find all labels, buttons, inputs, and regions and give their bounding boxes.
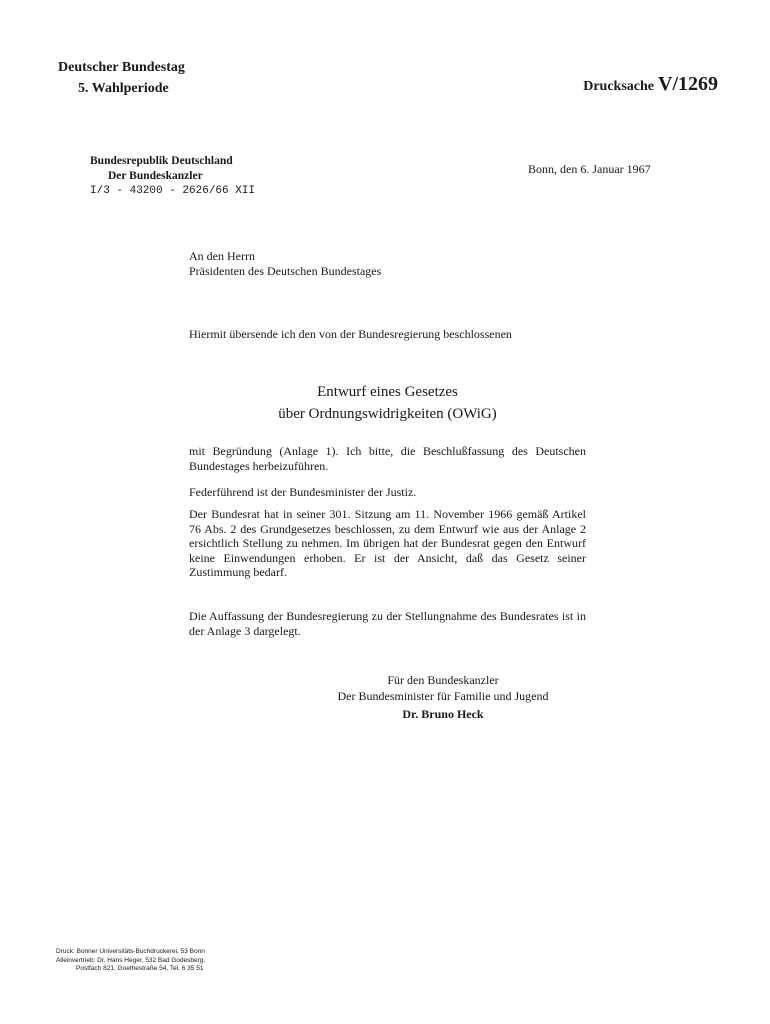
imprint-line3: Postfach 821, Goethestraße 54, Tel. 6 35 51 [76, 965, 204, 972]
imprint-line1: Druck: Bonner Universitäts-Buchdruckerei, 53 Bonn [56, 948, 205, 955]
paragraph-bundesrat: Der Bundesrat hat in seiner 301. Sitzung am 11. November 1966 gemäß Artikel 76 Abs. 2 des Grundgesetzes beschlossen, zu dem Entwurf wie aus der Anlage 2 ersichtlich Stellung zu nehmen. Im übrigen hat der Bundesrat gegen den Entwurf keine Einwendungen erhoben. Er ist der Ansicht, daß das Gesetz seiner Zustimmung bedarf. [189, 507, 586, 580]
bill-title [189, 381, 586, 425]
recipient-line1: An den Herrn [189, 249, 255, 263]
sender-country: Bundesrepublik Deutschland [90, 155, 233, 167]
sender-block [90, 154, 255, 199]
sender-reference: I/3 - 43200 - 2626/66 XII [90, 185, 256, 197]
paragraph-government-view: Die Auffassung der Bundesregierung zu der Stellungnahme des Bundesrates ist in der Anlage 3 dargelegt. [189, 609, 586, 638]
intro-paragraph: Hiermit übersende ich den von der Bundesregierung beschlossenen [189, 327, 512, 341]
bill-title-line2: über Ordnungswidrigkeiten (OWiG) [278, 406, 497, 422]
paragraph-ministry: Federführend ist der Bundesminister der Justiz. [189, 485, 417, 499]
recipient-address [189, 249, 381, 279]
drucksache-label: Drucksache [583, 79, 654, 94]
sender-office: Der Bundeskanzler [108, 170, 203, 182]
printer-imprint [56, 948, 205, 974]
paragraph-request: mit Begründung (Anlage 1). Ich bitte, die Beschlußfassung des Deutschen Bundestages herbeizuführen. [189, 444, 586, 473]
drucksache-header [583, 73, 718, 96]
electoral-period: 5. Wahlperiode [78, 81, 169, 96]
signature-line1: Für den Bundeskanzler [387, 673, 499, 687]
drucksache-number: V/1269 [658, 73, 718, 95]
signature-block [300, 672, 586, 722]
parliament-name: Deutscher Bundestag [58, 60, 185, 75]
signature-line2: Der Bundesminister für Familie und Jugend [337, 689, 549, 703]
recipient-line2: Präsidenten des Deutschen Bundestages [189, 264, 382, 278]
signatory-name: Dr. Bruno Heck [402, 707, 484, 721]
bill-title-line1: Entwurf eines Gesetzes [317, 384, 458, 400]
letter-date: Bonn, den 6. Januar 1967 [528, 162, 651, 176]
imprint-line2: Alleinvertrieb: Dr. Hans Heger, 532 Bad Godesberg, [56, 956, 206, 964]
